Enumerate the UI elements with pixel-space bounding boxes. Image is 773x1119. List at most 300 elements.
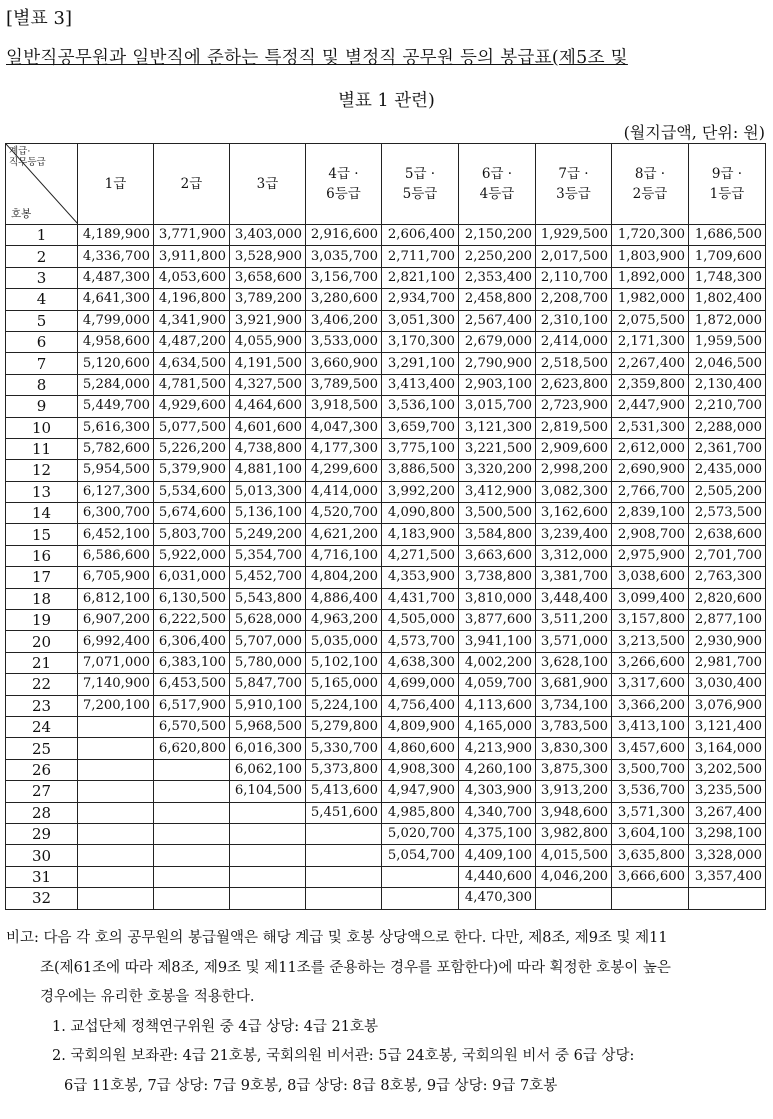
salary-cell: 3,403,000 — [230, 225, 306, 246]
step-number-cell: 31 — [6, 866, 78, 887]
salary-cell: 2,998,200 — [536, 460, 612, 481]
table-row — [6, 396, 766, 417]
salary-cell — [154, 845, 230, 866]
salary-cell: 3,099,400 — [612, 588, 689, 609]
remarks-line: 조(제61조에 따라 제8조, 제9조 및 제11조를 준용하는 경우를 포함한다)에 따라 획정한 호봉이 높은 — [40, 959, 671, 976]
salary-cell: 1,959,500 — [689, 331, 766, 352]
document-title: 일반직공무원과 일반직에 준하는 특정직 및 별정직 공무원 등의 봉급표(제5조 및 — [6, 48, 628, 68]
salary-cell: 5,910,100 — [230, 695, 306, 716]
salary-cell: 5,847,700 — [230, 674, 306, 695]
salary-cell: 4,002,200 — [459, 652, 536, 673]
salary-cell: 6,453,500 — [154, 674, 230, 695]
table-row — [6, 524, 766, 545]
salary-cell: 5,379,900 — [154, 460, 230, 481]
column-header-line1: 8급 · — [634, 166, 666, 182]
salary-cell: 4,860,600 — [382, 738, 459, 759]
salary-cell: 4,213,900 — [459, 738, 536, 759]
salary-cell: 3,658,600 — [230, 267, 306, 288]
salary-cell: 2,820,600 — [689, 588, 766, 609]
salary-cell: 4,638,300 — [382, 652, 459, 673]
salary-cell: 5,780,000 — [230, 652, 306, 673]
salary-cell — [230, 888, 306, 909]
salary-cell: 2,606,400 — [382, 225, 459, 246]
table-row — [6, 545, 766, 566]
salary-cell: 6,016,300 — [230, 738, 306, 759]
step-number-cell: 3 — [6, 267, 78, 288]
table-row — [6, 331, 766, 352]
salary-cell: 4,487,200 — [154, 331, 230, 352]
salary-cell: 3,202,500 — [689, 759, 766, 780]
table-row — [6, 610, 766, 631]
salary-cell: 4,336,700 — [78, 246, 154, 267]
column-header-line1: 4급 · — [328, 166, 359, 182]
salary-cell: 3,366,200 — [612, 695, 689, 716]
salary-cell — [154, 759, 230, 780]
salary-cell: 1,748,300 — [689, 267, 766, 288]
table-row — [6, 353, 766, 374]
salary-cell: 2,766,700 — [612, 481, 689, 502]
salary-cell — [78, 716, 154, 737]
salary-cell: 3,571,300 — [612, 802, 689, 823]
salary-cell: 3,789,500 — [306, 374, 382, 395]
column-header — [306, 144, 382, 225]
salary-cell: 3,500,500 — [459, 503, 536, 524]
salary-cell — [306, 866, 382, 887]
salary-cell: 3,038,600 — [612, 567, 689, 588]
salary-cell: 3,267,400 — [689, 802, 766, 823]
salary-cell: 5,803,700 — [154, 524, 230, 545]
salary-cell: 4,464,600 — [230, 396, 306, 417]
salary-cell: 2,310,100 — [536, 310, 612, 331]
remarks — [6, 924, 766, 1101]
salary-cell: 3,681,900 — [536, 674, 612, 695]
salary-cell: 3,082,300 — [536, 481, 612, 502]
salary-cell: 4,804,200 — [306, 567, 382, 588]
salary-cell — [230, 845, 306, 866]
salary-cell: 5,330,700 — [306, 738, 382, 759]
table-row — [6, 759, 766, 780]
salary-cell: 3,783,500 — [536, 716, 612, 737]
salary-cell: 6,222,500 — [154, 610, 230, 631]
salary-cell: 5,674,600 — [154, 503, 230, 524]
salary-cell: 3,381,700 — [536, 567, 612, 588]
salary-cell: 6,127,300 — [78, 481, 154, 502]
salary-cell: 1,720,300 — [612, 225, 689, 246]
table-row — [6, 417, 766, 438]
salary-cell: 5,413,600 — [306, 781, 382, 802]
salary-cell: 5,449,700 — [78, 396, 154, 417]
salary-cell: 2,505,200 — [689, 481, 766, 502]
salary-cell: 4,781,500 — [154, 374, 230, 395]
salary-cell: 4,409,100 — [459, 845, 536, 866]
column-header-line2: 5등급 — [402, 186, 438, 202]
salary-cell: 3,357,400 — [689, 866, 766, 887]
salary-cell: 4,260,100 — [459, 759, 536, 780]
salary-cell: 1,982,000 — [612, 289, 689, 310]
column-header — [536, 144, 612, 225]
salary-cell: 3,635,800 — [612, 845, 689, 866]
salary-cell: 2,690,900 — [612, 460, 689, 481]
step-number-cell: 6 — [6, 331, 78, 352]
salary-cell: 2,531,300 — [612, 417, 689, 438]
salary-cell: 4,886,400 — [306, 588, 382, 609]
salary-cell: 3,413,100 — [612, 716, 689, 737]
column-header-line2: 3등급 — [556, 186, 591, 202]
salary-cell: 2,623,800 — [536, 374, 612, 395]
salary-cell: 2,267,400 — [612, 353, 689, 374]
salary-cell: 4,299,600 — [306, 460, 382, 481]
corner-top-label — [9, 146, 46, 168]
table-row — [6, 481, 766, 502]
salary-cell: 2,017,500 — [536, 246, 612, 267]
salary-cell: 2,701,700 — [689, 545, 766, 566]
salary-cell: 4,440,600 — [459, 866, 536, 887]
salary-cell: 1,709,600 — [689, 246, 766, 267]
salary-cell: 6,812,100 — [78, 588, 154, 609]
salary-cell: 4,183,900 — [382, 524, 459, 545]
salary-cell: 2,573,500 — [689, 503, 766, 524]
salary-cell: 3,528,900 — [230, 246, 306, 267]
remarks-item: 1. 교섭단체 정책연구위원 중 4급 상당: 4급 21호봉 — [52, 1018, 379, 1035]
salary-cell — [154, 888, 230, 909]
salary-cell: 4,641,300 — [78, 289, 154, 310]
salary-cell: 6,383,100 — [154, 652, 230, 673]
salary-cell: 3,221,500 — [459, 438, 536, 459]
salary-cell: 3,982,800 — [536, 823, 612, 844]
salary-cell: 5,968,500 — [230, 716, 306, 737]
salary-cell: 2,447,900 — [612, 396, 689, 417]
salary-cell: 5,054,700 — [382, 845, 459, 866]
salary-cell: 4,015,500 — [536, 845, 612, 866]
step-number-cell: 25 — [6, 738, 78, 759]
step-number-cell: 27 — [6, 781, 78, 802]
salary-cell: 3,500,700 — [612, 759, 689, 780]
salary-cell — [689, 888, 766, 909]
step-number-cell: 9 — [6, 396, 78, 417]
salary-cell: 2,075,500 — [612, 310, 689, 331]
salary-cell: 4,487,300 — [78, 267, 154, 288]
step-number-cell: 12 — [6, 460, 78, 481]
salary-cell: 4,470,300 — [459, 888, 536, 909]
salary-cell: 4,189,900 — [78, 225, 154, 246]
table-row — [6, 823, 766, 844]
table-row — [6, 289, 766, 310]
salary-cell: 2,975,900 — [612, 545, 689, 566]
salary-cell: 3,628,100 — [536, 652, 612, 673]
salary-cell: 2,288,000 — [689, 417, 766, 438]
salary-cell: 7,071,000 — [78, 652, 154, 673]
column-header — [689, 144, 766, 225]
salary-cell: 2,435,000 — [689, 460, 766, 481]
salary-cell — [78, 845, 154, 866]
table-row — [6, 267, 766, 288]
salary-cell: 3,738,800 — [459, 567, 536, 588]
salary-cell: 3,266,600 — [612, 652, 689, 673]
table-row — [6, 781, 766, 802]
salary-cell: 4,341,900 — [154, 310, 230, 331]
salary-cell: 5,354,700 — [230, 545, 306, 566]
column-header — [459, 144, 536, 225]
salary-cell: 4,929,600 — [154, 396, 230, 417]
table-row — [6, 246, 766, 267]
salary-cell: 2,046,500 — [689, 353, 766, 374]
salary-cell: 2,909,600 — [536, 438, 612, 459]
document-title-continuation: 별표 1 관련) — [338, 91, 435, 111]
salary-cell: 6,062,100 — [230, 759, 306, 780]
table-row — [6, 845, 766, 866]
salary-cell: 5,452,700 — [230, 567, 306, 588]
salary-cell: 5,077,500 — [154, 417, 230, 438]
salary-cell — [536, 888, 612, 909]
salary-cell: 1,686,500 — [689, 225, 766, 246]
salary-cell: 5,451,600 — [306, 802, 382, 823]
salary-cell — [154, 802, 230, 823]
salary-cell: 3,659,700 — [382, 417, 459, 438]
salary-cell: 3,320,200 — [459, 460, 536, 481]
salary-cell: 3,280,600 — [306, 289, 382, 310]
column-header-line1: 7급 · — [558, 166, 589, 182]
column-header-line1: 6급 · — [481, 166, 513, 182]
salary-cell: 4,191,500 — [230, 353, 306, 374]
salary-cell: 4,177,300 — [306, 438, 382, 459]
salary-cell: 6,104,500 — [230, 781, 306, 802]
step-number-cell: 26 — [6, 759, 78, 780]
salary-cell — [230, 802, 306, 823]
table-row — [6, 674, 766, 695]
salary-cell: 3,156,700 — [306, 267, 382, 288]
salary-cell: 3,666,600 — [612, 866, 689, 887]
step-number-cell: 32 — [6, 888, 78, 909]
salary-cell — [306, 888, 382, 909]
salary-cell: 4,053,600 — [154, 267, 230, 288]
salary-cell: 3,921,900 — [230, 310, 306, 331]
table-row — [6, 374, 766, 395]
step-number-cell: 18 — [6, 588, 78, 609]
salary-cell: 2,916,600 — [306, 225, 382, 246]
salary-table-body — [6, 225, 766, 910]
salary-cell: 2,250,200 — [459, 246, 536, 267]
step-number-cell: 15 — [6, 524, 78, 545]
salary-cell: 6,620,800 — [154, 738, 230, 759]
column-header-line2: 2등급 — [632, 186, 668, 202]
salary-cell: 3,830,300 — [536, 738, 612, 759]
salary-cell: 5,226,200 — [154, 438, 230, 459]
salary-cell: 3,448,400 — [536, 588, 612, 609]
salary-cell: 5,249,200 — [230, 524, 306, 545]
salary-cell: 3,170,300 — [382, 331, 459, 352]
salary-cell: 3,317,600 — [612, 674, 689, 695]
salary-cell: 5,373,800 — [306, 759, 382, 780]
salary-cell: 4,340,700 — [459, 802, 536, 823]
step-number-cell: 23 — [6, 695, 78, 716]
salary-cell: 1,803,900 — [612, 246, 689, 267]
salary-cell: 2,908,700 — [612, 524, 689, 545]
salary-cell: 3,291,100 — [382, 353, 459, 374]
step-number-cell: 7 — [6, 353, 78, 374]
salary-cell: 2,903,100 — [459, 374, 536, 395]
salary-cell — [382, 866, 459, 887]
salary-cell: 3,412,900 — [459, 481, 536, 502]
salary-cell — [154, 823, 230, 844]
salary-cell: 6,306,400 — [154, 631, 230, 652]
salary-cell: 5,120,600 — [78, 353, 154, 374]
salary-cell: 4,809,900 — [382, 716, 459, 737]
salary-cell: 6,300,700 — [78, 503, 154, 524]
step-number-cell: 16 — [6, 545, 78, 566]
salary-table — [5, 143, 766, 910]
salary-cell: 4,699,000 — [382, 674, 459, 695]
salary-cell: 2,638,600 — [689, 524, 766, 545]
salary-cell: 3,536,700 — [612, 781, 689, 802]
salary-cell: 2,981,700 — [689, 652, 766, 673]
salary-cell: 2,790,900 — [459, 353, 536, 374]
remarks-line: 비고: 다음 각 호의 공무원의 봉급월액은 해당 계급 및 호봉 상당액으로 한다. 다만, 제8조, 제9조 및 제11 — [6, 930, 668, 946]
salary-cell: 5,628,000 — [230, 610, 306, 631]
salary-cell: 3,992,200 — [382, 481, 459, 502]
salary-cell: 5,707,000 — [230, 631, 306, 652]
salary-cell: 2,723,900 — [536, 396, 612, 417]
salary-cell: 7,140,900 — [78, 674, 154, 695]
salary-cell: 3,886,500 — [382, 460, 459, 481]
salary-cell: 5,102,100 — [306, 652, 382, 673]
salary-cell: 6,130,500 — [154, 588, 230, 609]
salary-cell: 3,413,400 — [382, 374, 459, 395]
salary-cell: 6,517,900 — [154, 695, 230, 716]
column-header — [230, 144, 306, 225]
salary-cell: 3,771,900 — [154, 225, 230, 246]
table-row — [6, 888, 766, 909]
salary-cell — [78, 802, 154, 823]
table-row — [6, 460, 766, 481]
step-number-cell: 20 — [6, 631, 78, 652]
salary-cell: 2,819,500 — [536, 417, 612, 438]
salary-cell: 3,239,400 — [536, 524, 612, 545]
table-row — [6, 310, 766, 331]
salary-cell: 3,157,800 — [612, 610, 689, 631]
salary-cell: 2,612,000 — [612, 438, 689, 459]
salary-cell: 3,918,500 — [306, 396, 382, 417]
column-header-line1: 2급 — [180, 176, 203, 192]
salary-cell — [306, 845, 382, 866]
salary-cell: 6,031,000 — [154, 567, 230, 588]
salary-cell — [230, 823, 306, 844]
salary-cell: 5,020,700 — [382, 823, 459, 844]
salary-cell: 4,573,700 — [382, 631, 459, 652]
salary-cell: 4,327,500 — [230, 374, 306, 395]
salary-cell: 2,518,500 — [536, 353, 612, 374]
step-number-cell: 29 — [6, 823, 78, 844]
salary-cell: 3,312,000 — [536, 545, 612, 566]
salary-cell: 5,279,800 — [306, 716, 382, 737]
salary-cell — [78, 888, 154, 909]
salary-cell: 4,985,800 — [382, 802, 459, 823]
salary-cell — [78, 738, 154, 759]
salary-cell: 2,763,300 — [689, 567, 766, 588]
salary-cell: 2,110,700 — [536, 267, 612, 288]
column-header-line1: 1급 — [104, 176, 127, 192]
step-number-cell: 5 — [6, 310, 78, 331]
salary-cell: 3,536,100 — [382, 396, 459, 417]
column-header-line1: 9급 · — [711, 166, 743, 182]
step-number-cell: 8 — [6, 374, 78, 395]
salary-cell: 4,303,900 — [459, 781, 536, 802]
salary-cell: 3,030,400 — [689, 674, 766, 695]
salary-cell: 2,839,100 — [612, 503, 689, 524]
salary-cell: 7,200,100 — [78, 695, 154, 716]
salary-cell: 6,570,500 — [154, 716, 230, 737]
salary-cell: 4,047,300 — [306, 417, 382, 438]
salary-cell: 2,171,300 — [612, 331, 689, 352]
step-number-cell: 28 — [6, 802, 78, 823]
salary-cell: 4,881,100 — [230, 460, 306, 481]
corner-grade-label: 계급· — [9, 146, 31, 157]
salary-cell: 3,660,900 — [306, 353, 382, 374]
salary-cell: 4,090,800 — [382, 503, 459, 524]
appendix-reference: [별표 3] — [6, 8, 72, 29]
salary-cell: 4,716,100 — [306, 545, 382, 566]
salary-cell: 5,284,000 — [78, 374, 154, 395]
salary-cell: 3,789,200 — [230, 289, 306, 310]
salary-cell: 4,621,200 — [306, 524, 382, 545]
salary-cell: 6,992,400 — [78, 631, 154, 652]
salary-cell: 3,533,000 — [306, 331, 382, 352]
salary-cell: 4,634,500 — [154, 353, 230, 374]
remarks-line: 경우에는 유리한 호봉을 적용한다. — [40, 989, 255, 1005]
salary-cell: 2,359,800 — [612, 374, 689, 395]
column-header — [382, 144, 459, 225]
salary-cell: 4,046,200 — [536, 866, 612, 887]
salary-cell: 3,571,000 — [536, 631, 612, 652]
table-row — [6, 503, 766, 524]
salary-cell: 4,756,400 — [382, 695, 459, 716]
salary-cell: 4,963,200 — [306, 610, 382, 631]
salary-cell: 4,055,900 — [230, 331, 306, 352]
salary-cell: 3,328,000 — [689, 845, 766, 866]
salary-cell — [78, 823, 154, 844]
salary-cell: 3,663,600 — [459, 545, 536, 566]
column-header-line2: 4등급 — [479, 186, 515, 202]
salary-cell: 4,601,600 — [230, 417, 306, 438]
table-row — [6, 588, 766, 609]
salary-cell — [612, 888, 689, 909]
table-row — [6, 631, 766, 652]
salary-cell: 4,738,800 — [230, 438, 306, 459]
salary-cell: 3,810,000 — [459, 588, 536, 609]
column-header — [78, 144, 154, 225]
salary-cell: 4,113,600 — [459, 695, 536, 716]
salary-cell: 4,375,100 — [459, 823, 536, 844]
salary-cell: 4,165,000 — [459, 716, 536, 737]
salary-cell: 3,775,100 — [382, 438, 459, 459]
salary-cell: 4,353,900 — [382, 567, 459, 588]
salary-cell: 5,224,100 — [306, 695, 382, 716]
salary-cell: 4,414,000 — [306, 481, 382, 502]
table-header-row — [6, 144, 766, 225]
salary-cell: 5,136,100 — [230, 503, 306, 524]
salary-cell: 4,196,800 — [154, 289, 230, 310]
salary-cell: 3,035,700 — [306, 246, 382, 267]
table-row — [6, 802, 766, 823]
salary-cell: 3,298,100 — [689, 823, 766, 844]
salary-cell: 5,013,300 — [230, 481, 306, 502]
salary-cell: 3,941,100 — [459, 631, 536, 652]
salary-cell: 3,164,000 — [689, 738, 766, 759]
salary-cell: 2,210,700 — [689, 396, 766, 417]
step-number-cell: 2 — [6, 246, 78, 267]
unit-note: (월지급액, 단위: 원) — [623, 123, 765, 142]
salary-cell: 3,015,700 — [459, 396, 536, 417]
salary-cell: 3,406,200 — [306, 310, 382, 331]
